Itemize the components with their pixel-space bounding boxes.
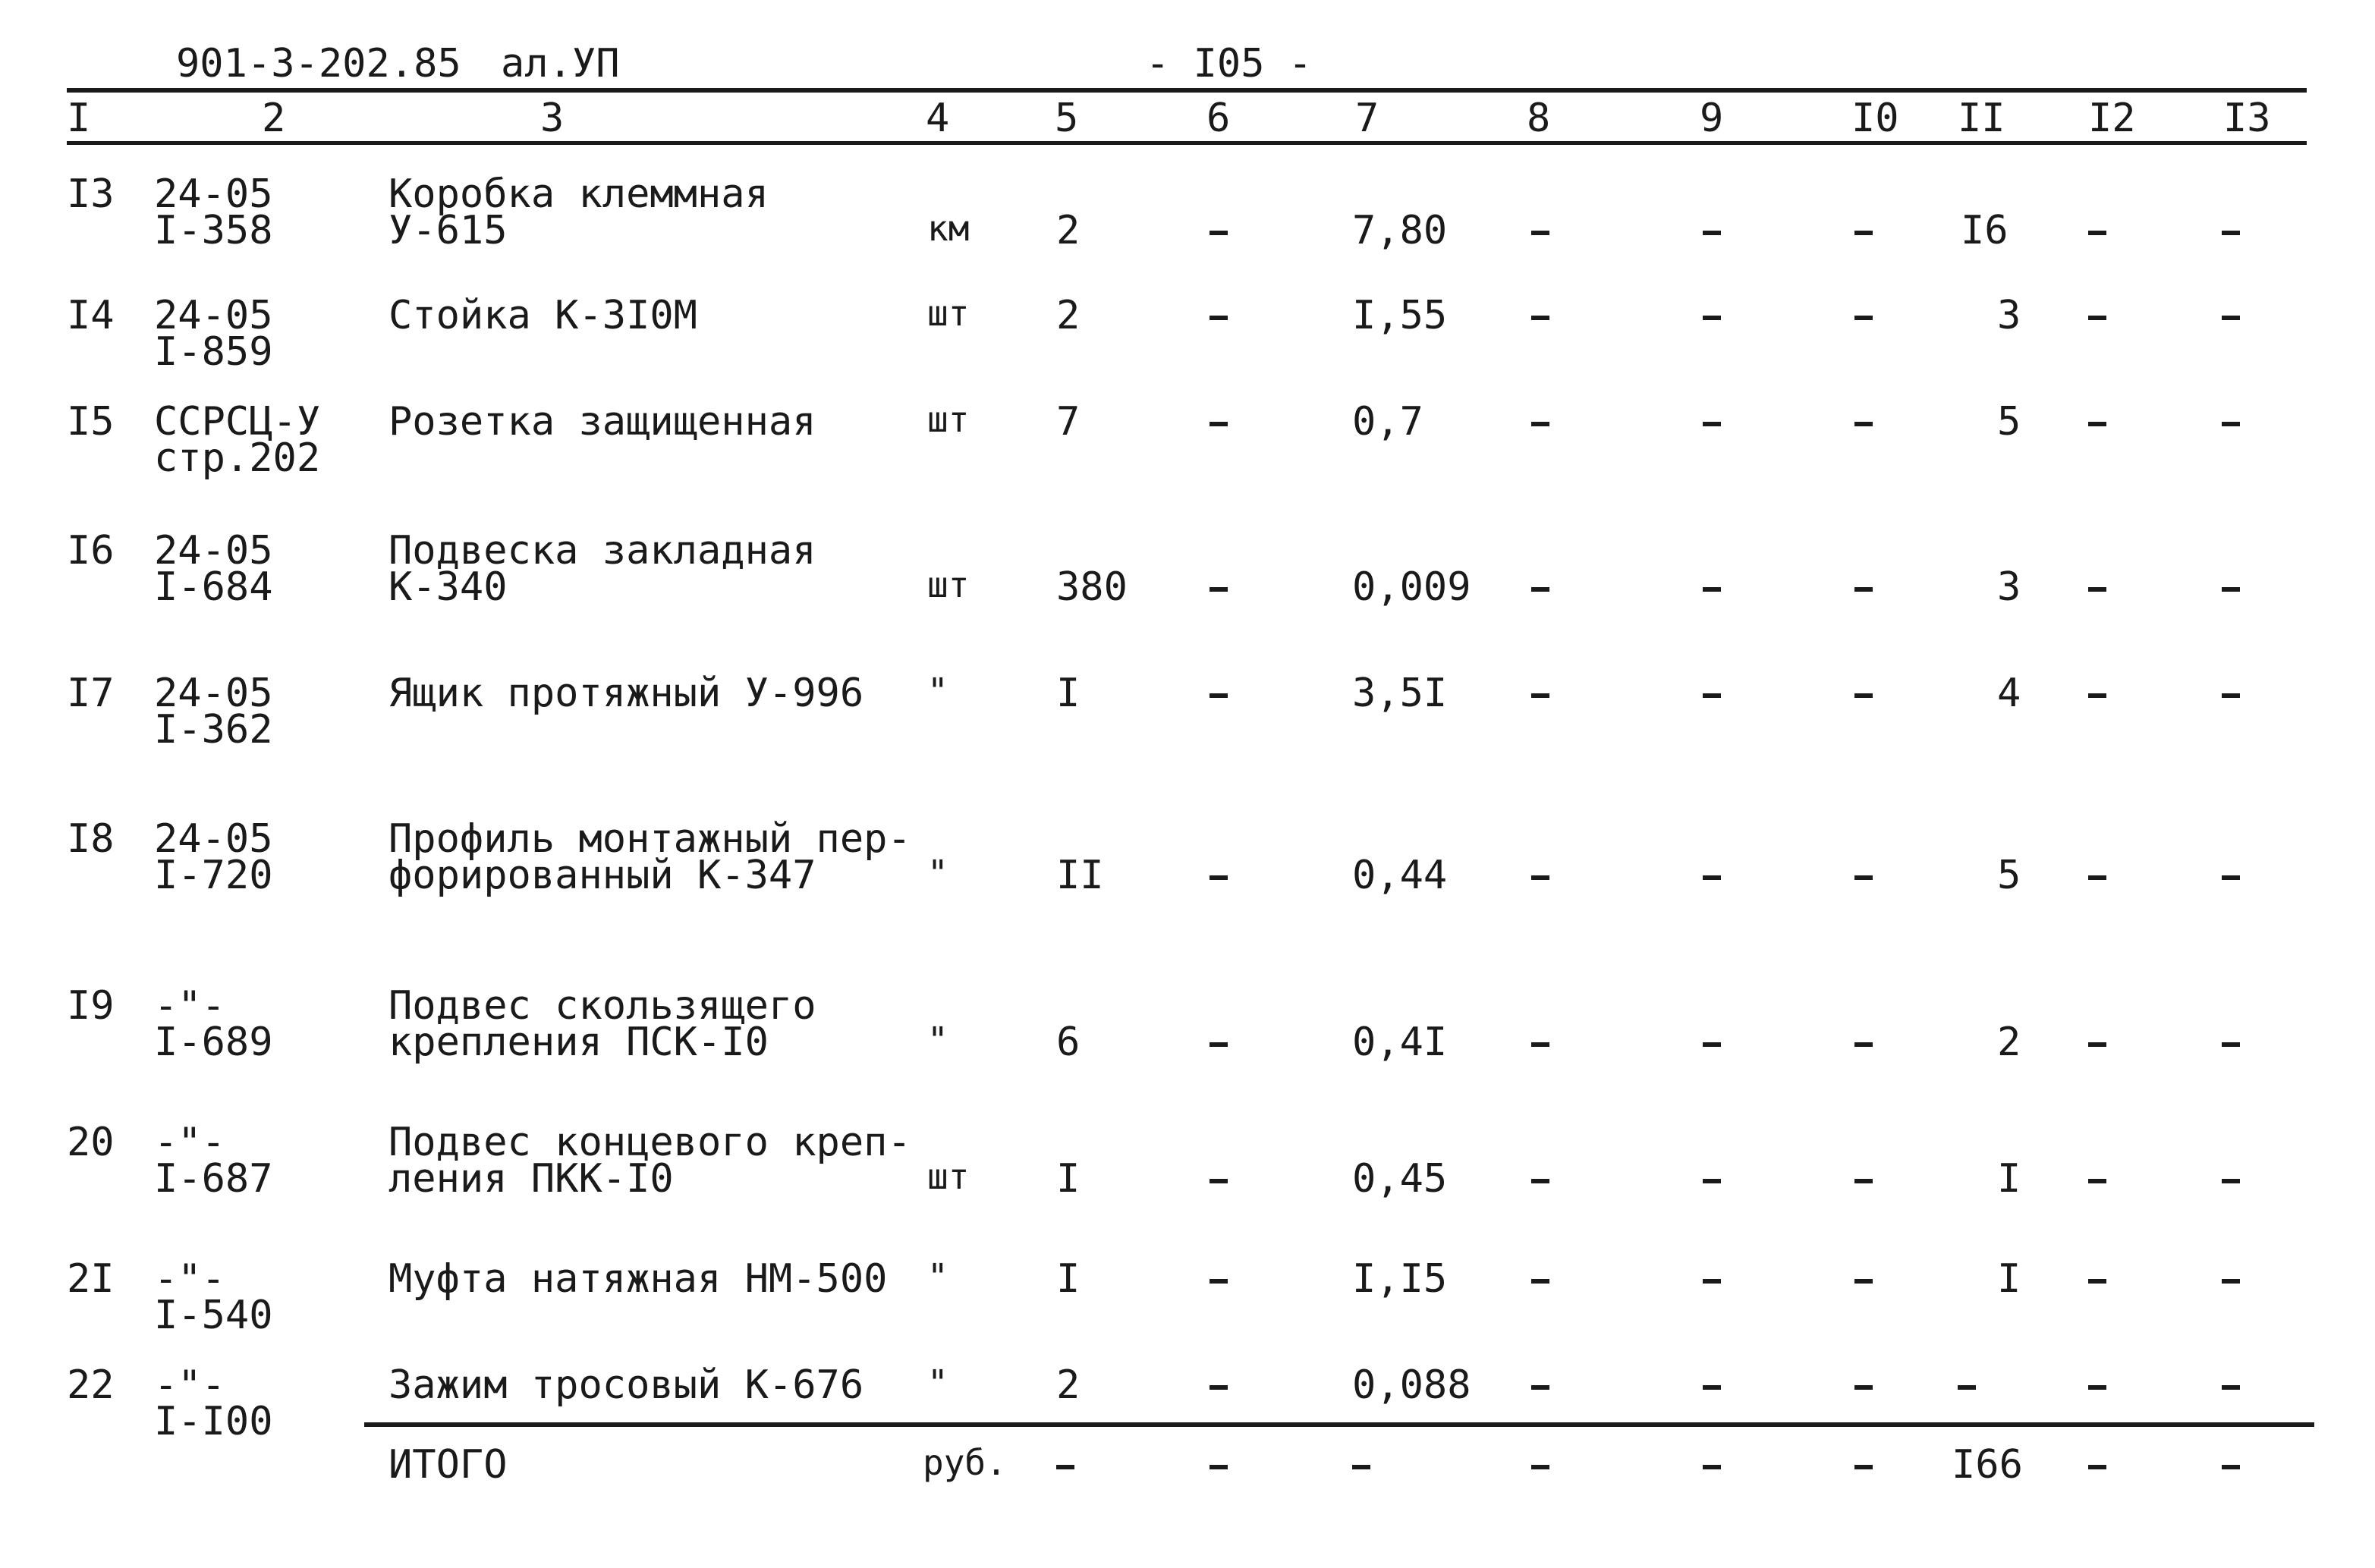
column-header: 8: [1527, 96, 1551, 141]
col-13-dash: [2222, 875, 2240, 880]
total-c13-dash: [2222, 1465, 2240, 1469]
unit: ": [927, 853, 948, 894]
row-number: 22: [67, 1362, 115, 1408]
reference-code: I-358: [154, 208, 273, 253]
quantity: I: [1056, 1156, 1081, 1202]
unit-weight: 7,80: [1352, 208, 1448, 253]
reference-code: I-362: [154, 707, 273, 753]
item-name: Профиль монтажный пер-: [388, 816, 911, 862]
item-name: Муфта натяжная НМ-500: [388, 1256, 888, 1302]
unit-weight: I,55: [1352, 293, 1448, 338]
unit-weight: 0,44: [1352, 853, 1448, 898]
col-8-dash: [1531, 1042, 1549, 1047]
col-12-dash: [2088, 316, 2106, 320]
reference-code: 24-05: [154, 816, 273, 862]
col-12-dash: [2088, 422, 2106, 426]
item-name: ления ПКК-I0: [388, 1156, 674, 1202]
col-11: 3: [1997, 564, 2021, 610]
col-10-dash: [1854, 693, 1873, 698]
col-11: 4: [1997, 671, 2021, 716]
quantity: I: [1056, 671, 1081, 716]
reference-code: I-540: [154, 1293, 273, 1338]
total-c11: I66: [1952, 1442, 2023, 1488]
column-header: I3: [2223, 96, 2271, 141]
item-name: Подвеска закладная: [388, 528, 816, 573]
col-11: I6: [1961, 208, 2009, 253]
col-6-dash: [1210, 587, 1228, 592]
col-6-dash: [1210, 1279, 1228, 1284]
row-number: I3: [67, 171, 115, 217]
col-11-dash: [1958, 1385, 1976, 1390]
col-6-dash: [1210, 1179, 1228, 1183]
col-9-dash: [1703, 316, 1721, 320]
reference-code: I-689: [154, 1020, 273, 1065]
col-8-dash: [1531, 587, 1549, 592]
row-number: I9: [67, 983, 115, 1029]
unit-weight: I,I5: [1352, 1256, 1448, 1302]
reference-code: I-684: [154, 564, 273, 610]
total-unit: руб.: [923, 1442, 1007, 1483]
reference-code: -"-: [154, 1362, 225, 1408]
col-11: 5: [1997, 853, 2021, 898]
col-9-dash: [1703, 1179, 1721, 1183]
col-8-dash: [1531, 875, 1549, 880]
col-12-dash: [2088, 1179, 2106, 1183]
unit: ": [927, 1020, 948, 1061]
document-code: 901-3-202.85: [176, 41, 461, 86]
reference-code: I-720: [154, 853, 273, 898]
reference-code: стр.202: [154, 435, 321, 481]
col-6-dash: [1210, 693, 1228, 698]
reference-code: 24-05: [154, 171, 273, 217]
col-12-dash: [2088, 875, 2106, 880]
col-11: I: [1997, 1256, 2021, 1302]
row-number: 20: [67, 1120, 115, 1165]
col-10-dash: [1854, 316, 1873, 320]
item-name: форированный К-347: [388, 853, 816, 898]
quantity: I: [1056, 1256, 1081, 1302]
row-number: I7: [67, 671, 115, 716]
col-12-dash: [2088, 693, 2106, 698]
row-number: I4: [67, 293, 115, 338]
column-header: I2: [2088, 96, 2136, 141]
col-10-dash: [1854, 875, 1873, 880]
col-8-dash: [1531, 316, 1549, 320]
column-header: II: [1958, 96, 2005, 141]
item-name: Стойка К-3I0М: [388, 293, 697, 338]
total-top-rule: [364, 1422, 2314, 1427]
total-c9-dash: [1703, 1465, 1721, 1469]
row-number: I8: [67, 816, 115, 862]
total-c5-dash: [1056, 1465, 1074, 1469]
col-10-dash: [1854, 1179, 1873, 1183]
col-9-dash: [1703, 1042, 1721, 1047]
item-name: крепления ПСК-I0: [388, 1020, 769, 1065]
quantity: 7: [1056, 399, 1081, 445]
col-10-dash: [1854, 1279, 1873, 1284]
reference-code: 24-05: [154, 293, 273, 338]
col-9-dash: [1703, 693, 1721, 698]
unit-weight: 0,4I: [1352, 1020, 1448, 1065]
col-8-dash: [1531, 1279, 1549, 1284]
col-12-dash: [2088, 1279, 2106, 1284]
col-6-dash: [1210, 422, 1228, 426]
unit-weight: 0,45: [1352, 1156, 1448, 1202]
col-11: 2: [1997, 1020, 2021, 1065]
reference-code: I-859: [154, 329, 273, 375]
item-name: Ящик протяжный У-996: [388, 671, 864, 716]
col-9-dash: [1703, 587, 1721, 592]
col-13-dash: [2222, 587, 2240, 592]
unit-weight: 0,7: [1352, 399, 1423, 445]
col-8-dash: [1531, 1179, 1549, 1183]
unit: ": [927, 1362, 948, 1403]
col-11: I: [1997, 1156, 2021, 1202]
header-top-rule: [67, 88, 2307, 93]
item-name: Зажим тросовый К-676: [388, 1362, 864, 1408]
sheet-label: ал.УП: [501, 41, 620, 86]
quantity: 2: [1056, 1362, 1081, 1408]
col-10-dash: [1854, 587, 1873, 592]
reference-code: I-I00: [154, 1399, 273, 1444]
column-header: I0: [1851, 96, 1899, 141]
total-c7-dash: [1352, 1465, 1370, 1469]
quantity: 2: [1056, 208, 1081, 253]
unit: ": [927, 1256, 948, 1297]
total-label: ИТОГО: [388, 1442, 508, 1488]
col-9-dash: [1703, 1279, 1721, 1284]
col-9-dash: [1703, 875, 1721, 880]
col-10-dash: [1854, 422, 1873, 426]
column-header: 9: [1700, 96, 1724, 141]
column-header: 7: [1355, 96, 1379, 141]
col-13-dash: [2222, 1042, 2240, 1047]
col-9-dash: [1703, 1385, 1721, 1390]
col-10-dash: [1854, 1385, 1873, 1390]
quantity: II: [1056, 853, 1104, 898]
quantity: 6: [1056, 1020, 1081, 1065]
item-name: Подвес скользящего: [388, 983, 816, 1029]
row-number: 2I: [67, 1256, 115, 1302]
col-8-dash: [1531, 1385, 1549, 1390]
total-c8-dash: [1531, 1465, 1549, 1469]
total-c10-dash: [1854, 1465, 1873, 1469]
unit: км: [927, 208, 970, 249]
col-6-dash: [1210, 875, 1228, 880]
col-13-dash: [2222, 422, 2240, 426]
unit-weight: 0,088: [1352, 1362, 1471, 1408]
col-9-dash: [1703, 422, 1721, 426]
col-11: 3: [1997, 293, 2021, 338]
row-number: I5: [67, 399, 115, 445]
unit-weight: 3,5I: [1352, 671, 1448, 716]
item-name: Подвес концевого креп-: [388, 1120, 911, 1165]
unit: шт: [927, 293, 970, 334]
total-c6-dash: [1210, 1465, 1228, 1469]
col-8-dash: [1531, 422, 1549, 426]
col-12-dash: [2088, 1385, 2106, 1390]
item-name: Розетка защищенная: [388, 399, 816, 445]
col-6-dash: [1210, 316, 1228, 320]
col-9-dash: [1703, 231, 1721, 235]
col-6-dash: [1210, 231, 1228, 235]
column-header: 2: [262, 96, 286, 141]
header-bottom-rule: [67, 141, 2307, 145]
col-13-dash: [2222, 231, 2240, 235]
unit-weight: 0,009: [1352, 564, 1471, 610]
unit: шт: [927, 1156, 970, 1197]
row-number: I6: [67, 528, 115, 573]
column-header: 3: [540, 96, 565, 141]
item-name: Коробка клеммная: [388, 171, 769, 217]
col-6-dash: [1210, 1385, 1228, 1390]
col-13-dash: [2222, 316, 2240, 320]
column-header: 4: [926, 96, 950, 141]
col-12-dash: [2088, 231, 2106, 235]
page-number: - I05 -: [1146, 41, 1313, 86]
unit: шт: [927, 399, 970, 440]
quantity: 2: [1056, 293, 1081, 338]
reference-code: 24-05: [154, 671, 273, 716]
reference-code: -"-: [154, 1256, 225, 1302]
column-header: I: [67, 96, 91, 141]
item-name: К-340: [388, 564, 508, 610]
item-name: У-615: [388, 208, 508, 253]
col-13-dash: [2222, 1279, 2240, 1284]
unit: ": [927, 671, 948, 712]
reference-code: 24-05: [154, 528, 273, 573]
col-8-dash: [1531, 693, 1549, 698]
reference-code: -"-: [154, 1120, 225, 1165]
unit: шт: [927, 564, 970, 605]
column-header: 5: [1055, 96, 1079, 141]
col-10-dash: [1854, 1042, 1873, 1047]
total-c12-dash: [2088, 1465, 2106, 1469]
reference-code: I-687: [154, 1156, 273, 1202]
quantity: 380: [1056, 564, 1128, 610]
col-12-dash: [2088, 1042, 2106, 1047]
col-13-dash: [2222, 1385, 2240, 1390]
col-13-dash: [2222, 693, 2240, 698]
reference-code: ССРСЦ-У: [154, 399, 321, 445]
column-header: 6: [1206, 96, 1231, 141]
col-6-dash: [1210, 1042, 1228, 1047]
col-12-dash: [2088, 587, 2106, 592]
col-8-dash: [1531, 231, 1549, 235]
col-13-dash: [2222, 1179, 2240, 1183]
col-10-dash: [1854, 231, 1873, 235]
reference-code: -"-: [154, 983, 225, 1029]
col-11: 5: [1997, 399, 2021, 445]
